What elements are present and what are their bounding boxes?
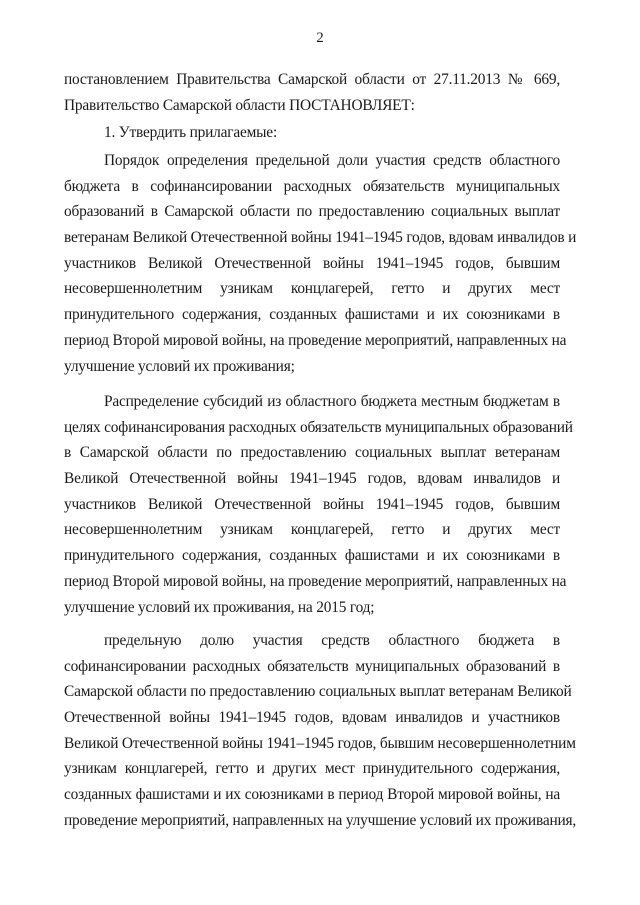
text-line: несовершеннолетним узникам концлагерей, гетто и других мест (64, 521, 560, 539)
text-line: софинансировании расходных обязательств муниципальных образований в (64, 657, 560, 675)
text-line: созданных фашистами и их союзниками в период Второй мировой войны, на (64, 786, 560, 804)
page-number: 2 (316, 30, 324, 46)
item-1-paragraph (64, 120, 560, 146)
distribution-paragraph (64, 389, 573, 620)
share-paragraph (64, 628, 577, 834)
text-line: несовершеннолетним узникам концлагерей, гетто и других мест (64, 280, 560, 298)
text-line: улучшение условий их проживания; (64, 357, 295, 375)
text-line: ветеранам Великой Отечественной войны 1941–1945 годов, вдовам инвалидов и (64, 229, 577, 247)
text-line: 1. Утвердить прилагаемые: (104, 124, 278, 141)
text-line: в Самарской области по предоставлению социальных выплат ветеранам (64, 444, 560, 462)
procedure-paragraph (64, 148, 577, 379)
text-line: Самарской области по предоставлению социальных выплат ветеранам Великой (64, 683, 572, 701)
text-line: период Второй мировой войны, на проведение мероприятий, направленных на (64, 572, 567, 590)
text-line: Распределение субсидий из областного бюджета местным бюджетам в (104, 393, 560, 410)
text-line: Порядок определения предельной доли участия средств областного (104, 152, 560, 169)
text-line: участников Великой Отечественной войны 1941–1945 годов, бывшим (64, 254, 560, 272)
text-line: Великой Отечественной войны 1941–1945 годов, вдовам инвалидов и (64, 470, 560, 488)
text-line: узникам концлагерей, гетто и других мест принудительного содержания, (64, 760, 560, 778)
text-line: образований в Самарской области по предоставлению социальных выплат (64, 203, 560, 221)
text-line: постановлением Правительства Самарской области от 27.11.2013 № 669, (64, 71, 560, 88)
text-line: улучшение условий их проживания, на 2015 год; (64, 598, 375, 616)
text-line: целях софинансирования расходных обязательств муниципальных образований (64, 418, 573, 436)
text-line: бюджета в софинансировании расходных обязательств муниципальных (64, 177, 560, 195)
text-line: принудительного содержания, созданных фашистами и их союзниками в (64, 547, 560, 565)
text-line: Отечественной войны 1941–1945 годов, вдовам инвалидов и участников (64, 709, 560, 727)
intro-paragraph (64, 67, 560, 118)
text-line: принудительного содержания, созданных фашистами и их союзниками в (64, 306, 560, 324)
text-line: предельную долю участия средств областного бюджета в (104, 632, 560, 649)
text-line: участников Великой Отечественной войны 1941–1945 годов, бывшим (64, 495, 560, 513)
text-line: Правительство Самарской области ПОСТАНОВЛЯЕТ: (64, 96, 415, 114)
text-line: проведение мероприятий, направленных на улучшение условий их проживания, (64, 811, 577, 829)
text-line: Великой Отечественной войны 1941–1945 годов, бывшим несовершеннолетним (64, 734, 576, 752)
text-line: период Второй мировой войны, на проведение мероприятий, направленных на (64, 331, 567, 349)
